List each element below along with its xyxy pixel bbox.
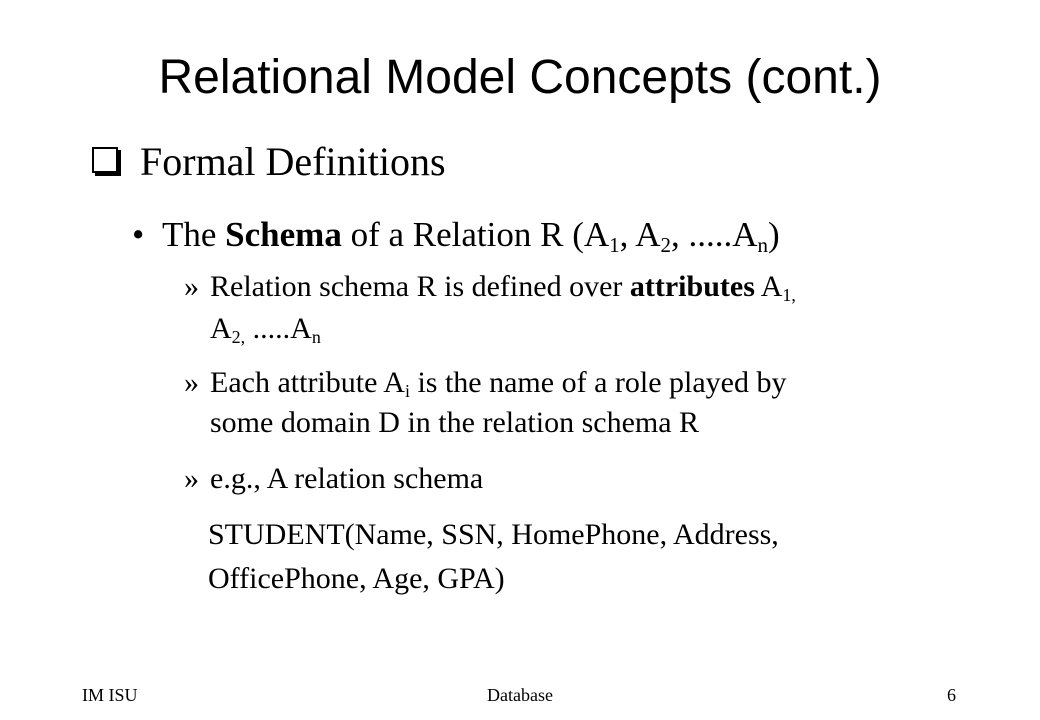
heading-formal-definitions xyxy=(92,136,446,188)
example-schema-line-2: OfficePhone, Age, GPA) xyxy=(208,562,505,595)
bold-attributes: attributes xyxy=(629,270,755,303)
sub-bullet-role-cont: some domain D in the relation schema R xyxy=(210,406,700,439)
sub-bullet-example: » e.g., A relation schema xyxy=(184,460,483,498)
sub-bullet-role: » Each attribute $A_i$ is the name of a role played by xyxy=(184,366,787,402)
slide-title: Relational Model Concepts (cont.) xyxy=(158,51,882,104)
footer-page-number: 6 xyxy=(947,685,956,705)
example-schema-line-1: STUDENT(Name, SSN, HomePhone, Address, xyxy=(208,518,779,551)
heading-text: Formal Definitions xyxy=(140,139,446,184)
bullet-schema-definition: • The Schema of a Relation R ($A_1$, $A_2$, $.....A_n$) xyxy=(132,215,780,257)
raquo-marker-icon: » xyxy=(184,270,199,303)
sub-bullet-attributes: » Relation schema R is defined over attributes $A_{1,}$ xyxy=(184,270,796,306)
footer-center: Database xyxy=(487,685,553,705)
bold-schema: Schema xyxy=(225,215,342,254)
footer-left: IM ISU xyxy=(82,685,138,705)
checkbox-bullet-icon xyxy=(92,147,118,173)
raquo-marker-icon: » xyxy=(184,366,199,399)
raquo-marker-icon: » xyxy=(184,462,199,495)
bullet-dot-icon: • xyxy=(132,215,145,254)
sub-bullet-attributes-cont: $A_{2,}$ $.....A_n$ xyxy=(210,312,321,348)
